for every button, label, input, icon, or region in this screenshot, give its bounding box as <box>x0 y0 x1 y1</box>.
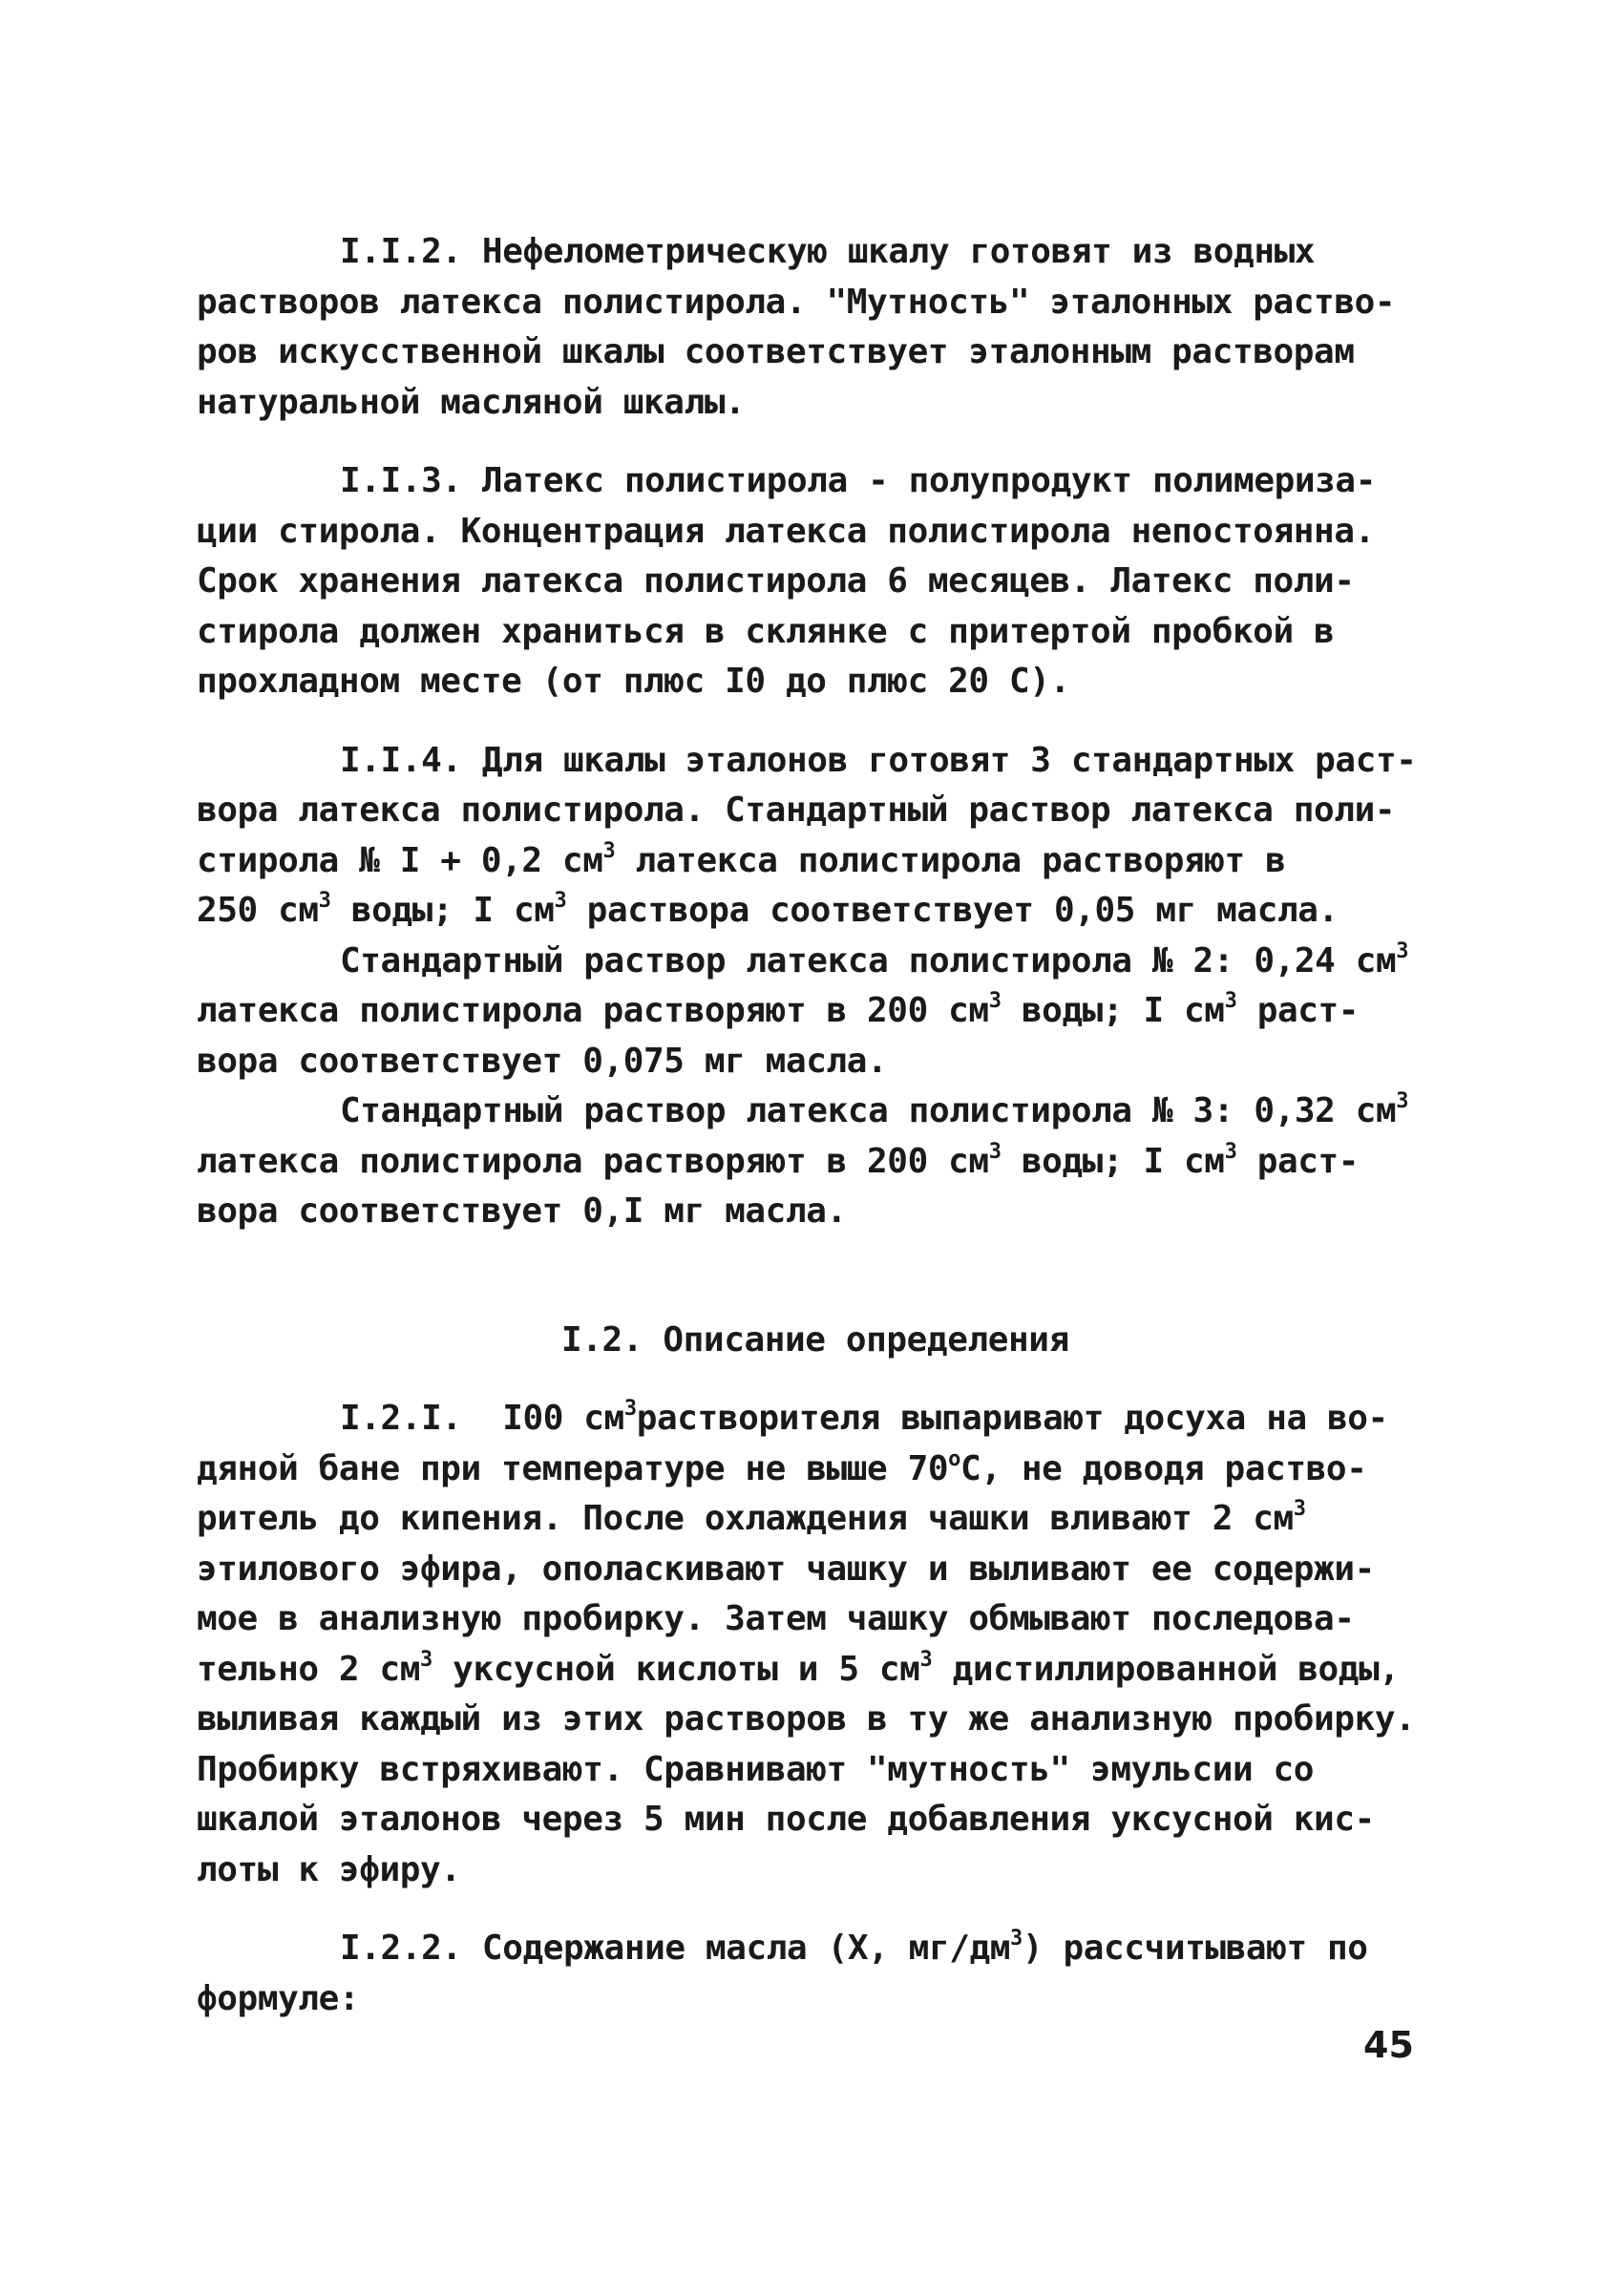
text-run: латекса полистирола растворяют в 200 см <box>197 1141 989 1181</box>
paragraph <box>197 227 1438 428</box>
text-line <box>197 1316 1438 1366</box>
text-line <box>197 657 1438 707</box>
text-line <box>197 227 1438 278</box>
text-run: I.I.4. Для шкалы эталонов готовят 3 стандартных раст- <box>340 740 1417 780</box>
text-line <box>197 378 1438 429</box>
text-run: 250 см <box>197 891 319 930</box>
text-run: ритель до кипения. После охлаждения чашки вливают 2 см <box>197 1499 1294 1538</box>
text-line <box>197 607 1438 658</box>
text-run: I.2. Описание определения <box>561 1319 1069 1360</box>
text-line <box>197 886 1438 937</box>
paragraph-gap <box>197 1365 1438 1394</box>
paragraph-gap <box>197 428 1438 456</box>
paragraph-gap <box>197 1895 1438 1924</box>
text-run: I.2.2. Содержание масла (X, мг/дм <box>340 1929 1011 1968</box>
text-run: уксусной кислоты и 5 см <box>432 1649 920 1689</box>
text-run: вора латекса полистирола. Стандартный раствор латекса поли- <box>197 791 1396 830</box>
section-gap <box>197 1237 1438 1316</box>
text-line <box>197 1086 1438 1137</box>
superscript: 3 <box>602 838 616 863</box>
text-line <box>197 836 1438 887</box>
paragraph <box>197 456 1438 707</box>
text-line <box>197 1974 1438 2025</box>
text-run: воды; I см <box>1001 991 1225 1030</box>
text-run: воды; I см <box>1001 1141 1225 1181</box>
text-line <box>197 1745 1438 1796</box>
superscript: 3 <box>554 889 567 913</box>
text-line <box>197 1187 1438 1237</box>
text-run: натуральной масляной шкалы. <box>197 382 746 422</box>
text-run: I.I.2. Нефелометрическую шкалу готовят из водных <box>340 232 1316 271</box>
text-run: I.2.I. I00 см <box>340 1399 624 1438</box>
text-run: тельно 2 см <box>197 1649 421 1689</box>
document-page <box>197 227 1438 2024</box>
superscript: о <box>948 1446 960 1471</box>
text-line <box>197 278 1438 328</box>
section-heading <box>197 1316 1438 1366</box>
text-run: лоты к эфиру. <box>197 1849 461 1889</box>
text-run: прохладном месте (от плюс I0 до плюс 20 С). <box>197 662 1070 701</box>
text-run: Срок хранения латекса полистирола 6 месяцев. Латекс поли- <box>197 561 1355 601</box>
text-run: дистиллированной воды, <box>932 1649 1400 1689</box>
text-run: выливая каждый из этих растворов в ту же анализную пробирку. <box>197 1699 1416 1739</box>
paragraph <box>197 1394 1438 1895</box>
text-run: стирола должен храниться в склянке с притертой пробкой в <box>197 611 1335 651</box>
text-line <box>197 456 1438 507</box>
superscript: 3 <box>1010 1927 1023 1950</box>
text-line <box>197 1795 1438 1845</box>
paragraph-gap <box>197 707 1438 736</box>
paragraph <box>197 736 1438 937</box>
paragraph <box>197 1086 1438 1237</box>
text-run: шкалой эталонов через 5 мин после добавления уксусной кис- <box>197 1800 1375 1839</box>
text-line <box>197 1845 1438 1896</box>
text-run: формуле: <box>197 1978 360 2018</box>
superscript: 3 <box>318 889 331 913</box>
text-run: воды; I см <box>330 891 555 930</box>
text-line <box>197 1594 1438 1645</box>
text-run: Стандартный раствор латекса полистирола № 2: 0,24 см <box>340 940 1397 980</box>
text-run: раствора соответствует 0,05 мг масла. <box>566 891 1339 930</box>
text-line <box>197 557 1438 607</box>
superscript: 3 <box>1224 1139 1237 1164</box>
text-run: мое в анализную пробирку. Затем чашку обмывают последова- <box>197 1599 1355 1638</box>
superscript: 3 <box>1396 1089 1409 1113</box>
text-run: ров искусственной шкалы соответствует эталонным растворам <box>197 332 1355 371</box>
superscript: 3 <box>988 1139 1002 1164</box>
text-line <box>197 1394 1438 1444</box>
text-line <box>197 736 1438 787</box>
text-run: I.I.3. Латекс полистирола - полупродукт полимериза- <box>340 461 1376 500</box>
text-run: раст- <box>1236 991 1360 1030</box>
text-run: вора соответствует 0,I мг масла. <box>197 1191 847 1231</box>
text-run: этилового эфира, ополаскивают чашку и выливают ее содержи- <box>197 1549 1375 1589</box>
text-line <box>197 1645 1438 1696</box>
text-run: С, не доводя раство- <box>960 1448 1367 1488</box>
text-line <box>197 1494 1438 1545</box>
superscript: 3 <box>623 1397 637 1421</box>
text-line <box>197 1137 1438 1188</box>
text-run: стирола № I + 0,2 см <box>197 840 603 880</box>
text-line <box>197 1444 1438 1495</box>
text-run: растворителя выпаривают досуха на во- <box>636 1399 1388 1438</box>
superscript: 3 <box>420 1647 432 1672</box>
text-line <box>197 937 1438 987</box>
text-run: Пробирку встряхивают. Сравнивают "мутность" эмульсии со <box>197 1749 1315 1789</box>
text-run: вора соответствует 0,075 мг масла. <box>197 1041 888 1081</box>
paragraph <box>197 1924 1438 2024</box>
text-run: Стандартный раствор латекса полистирола № 3: 0,32 см <box>340 1091 1397 1130</box>
text-line <box>197 786 1438 836</box>
text-run: ции стирола. Концентрация латекса полистирола непостоянна. <box>197 511 1375 551</box>
text-run: дяной бане при температуре не выше 70 <box>197 1448 949 1488</box>
paragraph <box>197 937 1438 1087</box>
text-line <box>197 1545 1438 1595</box>
text-run: раст- <box>1236 1141 1360 1181</box>
text-line <box>197 1037 1438 1087</box>
text-run: латекса полистирола растворяют в <box>615 840 1286 880</box>
superscript: 3 <box>919 1647 933 1672</box>
text-line <box>197 327 1438 378</box>
text-line <box>197 507 1438 558</box>
text-line <box>197 1924 1438 1974</box>
superscript: 3 <box>1293 1497 1306 1521</box>
text-run: ) рассчитывают по <box>1022 1929 1368 1968</box>
superscript: 3 <box>1224 989 1237 1013</box>
text-line <box>197 1695 1438 1745</box>
superscript: 3 <box>1396 938 1409 963</box>
page-number: 45 <box>1363 2024 1414 2066</box>
text-run: растворов латекса полистирола. "Мутность" эталонных раство- <box>197 282 1396 322</box>
text-line <box>197 986 1438 1037</box>
text-run: латекса полистирола растворяют в 200 см <box>197 991 989 1030</box>
superscript: 3 <box>988 989 1002 1013</box>
